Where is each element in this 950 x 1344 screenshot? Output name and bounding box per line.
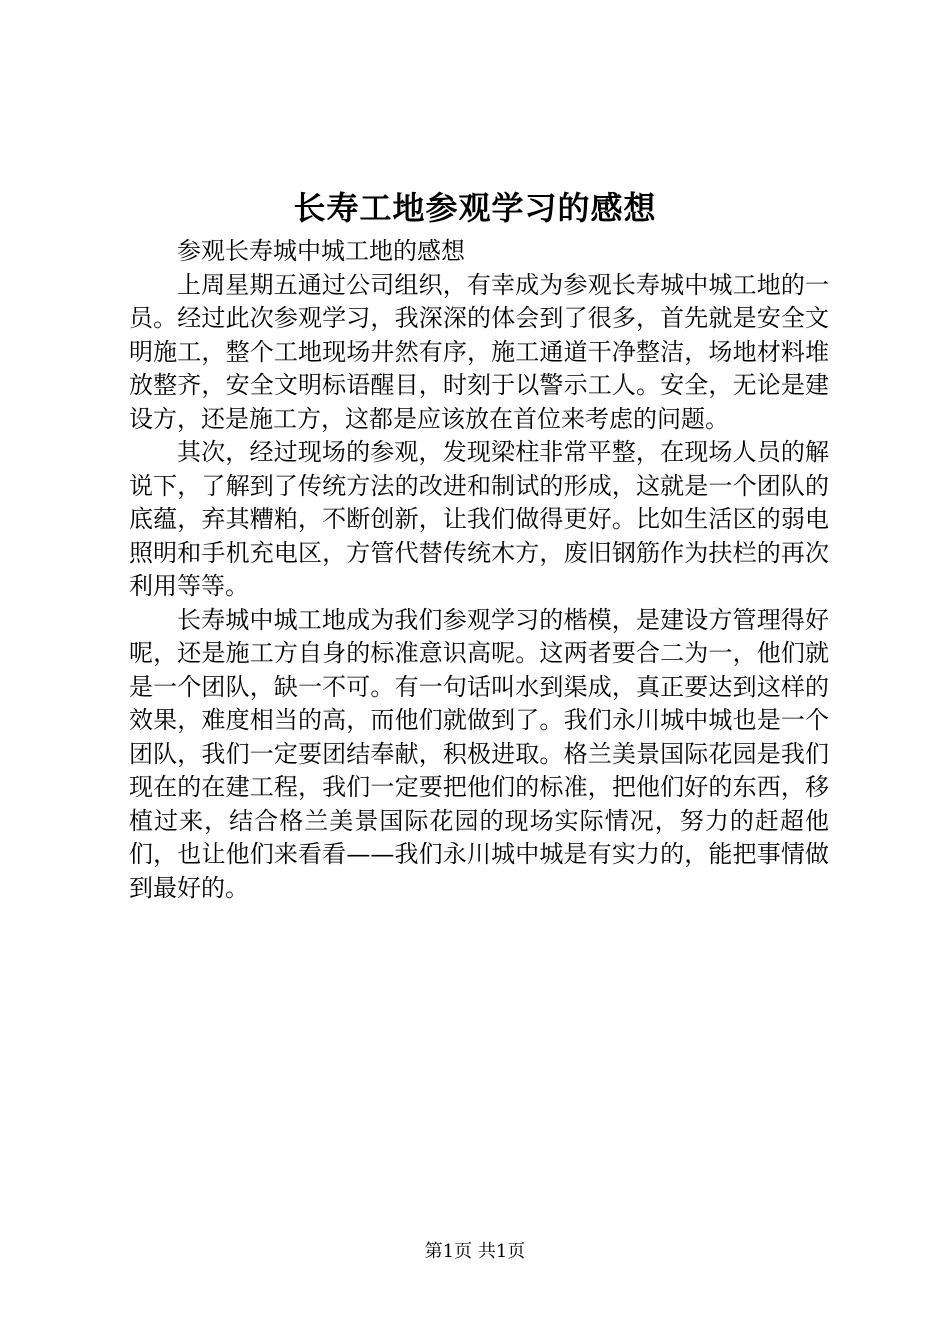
paragraph-subtitle: 参观长寿城中城工地的感想 — [177, 237, 465, 265]
paragraph-3: 长寿城中城工地成为我们参观学习的楷模，是建设方管理得好呢，还是施工方自身的标准意识高呢。这两者要合二为一，他们就是一个团队，缺一不可。有一句话叫水到渠成，真正要达到这样的效果，难度相当的高，而他们就做到了。我们永川城中城也是一个团队，我们一定要团结奉献，积极进取。格兰美景国际花园是我们现在的在建工程，我们一定要把他们的标准，把他们好的东西，移植过来，结合格兰美景国际花园的现场实际情况，努力的赶超他们，也让他们来看看——我们永川城中城是有实力的，能把事情做到最好的。 — [129, 605, 829, 902]
paragraph-2: 其次，经过现场的参观，发现梁柱非常平整，在现场人员的解说下，了解到了传统方法的改进和制试的形成，这就是一个团队的底蕴，弃其糟粕，不断创新，让我们做得更好。比如生活区的弱电照明和手机充电区，方管代替传统木方，废旧钢筋作为扶栏的再次利用等等。 — [129, 438, 829, 600]
document-title: 长寿工地参观学习的感想 — [293, 189, 657, 227]
paragraph-1: 上周星期五通过公司组织，有幸成为参观长寿城中城工地的一员。经过此次参观学习，我深深的体会到了很多，首先就是安全文明施工，整个工地现场井然有序，施工通道干净整洁，场地材料堆放整齐，安全文明标语醒目，时刻于以警示工人。安全，无论是建设方，还是施工方，这都是应该放在首位来考虑的问题。 — [129, 270, 829, 433]
page-footer: 第1页 共1页 — [424, 1241, 526, 1262]
document-body — [129, 235, 829, 905]
